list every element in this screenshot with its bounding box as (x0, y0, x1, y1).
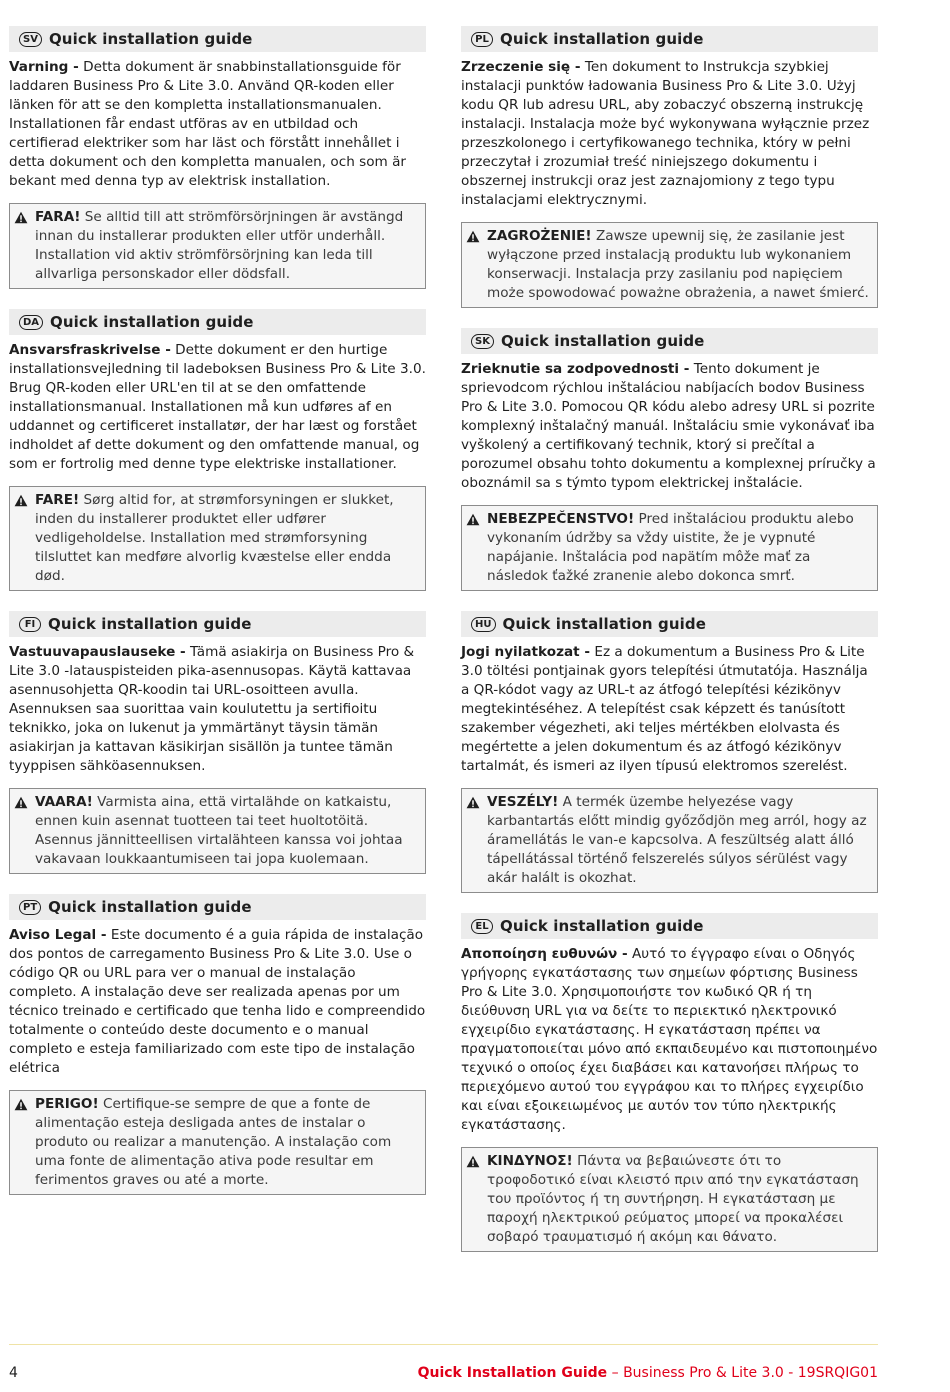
warning-text: A termék üzembe helyezése vagy karbantartás előtt mindig győződjön meg arról, hogy az áramellátás le van-e kapcsolva. A feszültség alatt álló tápellátással történő felszerelés súlyos sérülést vagy akár halált is okozhat. (487, 794, 867, 886)
section-header (461, 611, 878, 637)
section-title: Quick installation guide (502, 615, 706, 633)
warning-label: FARA! (35, 209, 81, 225)
section-header (9, 611, 426, 637)
disclaimer-text: Ten dokument to Instrukcja szybkiej instalacji punktów ładowania Business Pro & Lite 3.0. Użyj kodu QR lub adresu URL, aby zobaczyć obszerną instrukcję instalacji. Instalacja może być wykonywana wyłącznie przez przeszkolonego i certyfikowanego technika, który w pełni przeczytał i zrozumiał treść niniejszego dokumentu i obszernej instrukcji oraz jest zaznajomiony z tego typu instalacjami elektrycznymi. (461, 59, 870, 208)
section-title: Quick installation guide (500, 917, 704, 935)
warning-icon (14, 796, 28, 809)
language-badge: HU (471, 617, 496, 632)
language-badge: SK (471, 334, 494, 349)
footer-dash: – (607, 1365, 624, 1381)
warning-text: Sørg altid for, at strømforsyningen er slukket, inden du installerer produktet eller udfører vedligeholdelse. Installation med strømforsyning tilsluttet kan medføre alvorlig kvæstelse eller endda død. (35, 492, 394, 584)
section-pt (9, 894, 426, 1195)
section-header (461, 26, 878, 52)
section-header (9, 26, 426, 52)
disclaimer-text: Tämä asiakirja on Business Pro & Lite 3.0 -latauspisteiden pika-asennusopas. Käytä kattavaa asennusohjetta QR-koodin tai URL-osoitteen avulla. Asennuksen saa suorittaa vain koulutettu ja sertifioitu teknikko, joka on lukenut ja ymmärtänyt täysin tämän asiakirjan ja kattavan käsikirjan sisällön ja tuntee tämän tyyppisen sähköasennuksen. (9, 644, 415, 774)
section-header (461, 328, 878, 354)
section-title: Quick installation guide (48, 898, 252, 916)
footer-title (418, 1365, 878, 1381)
disclaimer-text: Este documento é a guia rápida de instalação dos pontos de carregamento Business Pro & Lite 3.0. Use o código QR ou URL para ver o manual de instalação completo. A instalação deve ser realizada apenas por um técnico treinado e certificado que tenha lido e compreendido totalmente o conteúdo deste documento e o manual completo e esteja familiarizado com este tipo de instalação elétrica (9, 927, 426, 1076)
disclaimer-text: Αυτό το έγγραφο είναι ο Οδηγός γρήγορης εγκατάστασης των σημείων φόρτισης Business Pro & Lite 3.0. Χρησιμοποιήστε τον κωδικό QR ή τη διεύθυνση URL για να δείτε το περιεκτικό ηλεκτρονικό εγχειρίδιο εγκατάστασης. Η εγκατάσταση πρέπει να πραγματοποιείται μόνο από εκπαιδευμένο και πιστοποιημένο τεχνικό ο οποίος έχει διαβάσει και κατανοήσει πλήρως το περιεχόμενο αυτού του εγγράφου και το πλήρες εγχειρίδιο και είναι εξοικειωμένος με αυτόν τον τύπο ηλεκτρικής εγκατάστασης. (461, 946, 878, 1133)
page-number: 4 (9, 1365, 18, 1381)
language-badge: FI (19, 617, 41, 632)
disclaimer-label: Aviso Legal - (9, 927, 107, 943)
disclaimer-text: Tento dokument je sprievodcom rýchlou inštaláciou nabíjacích bodov Business Pro & Lite 3.0. Pomocou QR kódu alebo adresy URL si pozrite komplexný inštalačný manuál. Inštaláciu smie vykonávať iba vyškolený a certifikovaný technik, ktorý si prečítal a porozumel obsahu tohto dokumentu a komplexnej príručky a oboznámil sa s týmto typom elektrickej inštalácie. (461, 361, 876, 491)
disclaimer-paragraph (9, 58, 426, 191)
warning-box (9, 788, 426, 874)
warning-label: ΚΙΝΔΥΝΟΣ! (487, 1153, 573, 1169)
section-title: Quick installation guide (50, 313, 254, 331)
warning-text: Se alltid till att strömförsörjningen är avstängd innan du installerar produkten eller utför underhåll. Installation vid aktiv strömförsörjning kan leda till allvarliga personskador eller dödsfall. (35, 209, 404, 282)
section-header (9, 309, 426, 335)
section-title: Quick installation guide (500, 332, 705, 350)
warning-text: Πάντα να βεβαιώνεστε ότι το τροφοδοτικό είναι κλειστό πριν από την εγκατάσταση του προϊόντος ή τη συντήρηση. Η εγκατάσταση με παροχή ηλεκτρικού ρεύματος μπορεί να προκαλέσει σοβαρό τραυματισμό ή ακόμη και θάνατο. (487, 1153, 859, 1245)
section-header (461, 913, 878, 939)
section-sk (461, 328, 878, 591)
footer-product: Business Pro & Lite 3.0 - 19SRQIG01 (623, 1365, 878, 1381)
warning-label: FARE! (35, 492, 80, 508)
section-fi (9, 611, 426, 874)
warning-text: Pred inštaláciou produktu alebo vykonaním údržby sa vždy uistite, že je vypnuté napájanie. Inštalácia pod napätím môže mať za následok ťažké zranenie alebo dokonca smrť. (487, 511, 854, 584)
warning-icon (466, 1155, 480, 1168)
disclaimer-label: Jogi nyilatkozat - (461, 644, 591, 660)
section-sv (9, 26, 426, 289)
warning-icon (14, 494, 28, 507)
disclaimer-label: Αποποίηση ευθυνών - (461, 946, 628, 962)
warning-box (9, 203, 426, 289)
warning-icon (14, 211, 28, 224)
warning-text: Certifique-se sempre de que a fonte de alimentação esteja desligada antes de instalar o produto ou realizar a manutenção. A instalação com uma fonte de alimentação ativa pode resultar em ferimentos graves ou até a morte. (35, 1096, 392, 1188)
disclaimer-paragraph (9, 926, 426, 1078)
warning-label: ZAGROŻENIE! (487, 228, 592, 244)
section-title: Quick installation guide (500, 30, 704, 48)
warning-label: NEBEZPEČENSTVO! (487, 511, 635, 527)
disclaimer-text: Ez a dokumentum a Business Pro & Lite 3.0 töltési pontjainak gyors telepítési útmutatója. Használja a QR-kódot vagy az URL-t az átfogó telepítési kézikönyv megtekintéséhez. A telepítést csak képzett és tanúsított szakember végezheti, aki teljes mértékben elolvasta és megértette a jelen dokumentum és az átfogó kézikönyv tartalmát, és ismeri az ilyen típusú elektromos szerelést. (461, 644, 868, 774)
warning-text: Varmista aina, että virtalähde on katkaistu, ennen kuin asennat tuotteen tai teet huoltotöitä. Asennus jännitteellisen virtalähteen kanssa voi johtaa vakavaan loukkaantumiseen tai jopa kuolemaan. (35, 794, 403, 867)
warning-label: VESZÉLY! (487, 794, 559, 810)
right-column (461, 26, 878, 1272)
warning-box (461, 788, 878, 893)
disclaimer-text: Dette dokument er den hurtige installationsvejledning til ladeboksen Business Pro & Lite 3.0. Brug QR-koden eller URL'en til at se den omfattende installationsmanual. Installationen må kun udføres af en uddannet og certificeret installatør, der har læst og forstået indholdet af dette dokument og den omfattende manual, og som er fortrolig med denne type elektriske installationer. (9, 342, 426, 472)
warning-box (461, 505, 878, 591)
warning-box (461, 1147, 878, 1252)
disclaimer-label: Varning - (9, 59, 79, 75)
warning-box (461, 222, 878, 308)
warning-label: PERIGO! (35, 1096, 99, 1112)
footer-guide-title: Quick Installation Guide (417, 1365, 608, 1381)
language-badge: SV (19, 32, 42, 47)
left-column (9, 26, 426, 1215)
disclaimer-label: Vastuuvapauslauseke - (9, 644, 186, 660)
disclaimer-text: Detta dokument är snabbinstallationsguide för laddaren Business Pro & Lite 3.0. Använd QR-koden eller länken för att se den kompletta installationsmanualen. Installationen får endast utföras av en utbildad och certifierad elektriker som har läst och förstått innehållet i detta dokument och den kompletta manualen, och som är bekant med denna typ av elektrisk installation. (9, 59, 407, 189)
warning-text: Zawsze upewnij się, że zasilanie jest wyłączone przed instalacją produktu lub wykonaniem konserwacji. Instalacja przy zasilaniu pod napięciem może spowodować poważne obrażenia, a nawet śmierć. (487, 228, 869, 301)
language-badge: PT (19, 900, 41, 915)
warning-icon (14, 1098, 28, 1111)
disclaimer-paragraph (461, 360, 878, 493)
warning-label: VAARA! (35, 794, 93, 810)
section-pl (461, 26, 878, 308)
language-badge: DA (19, 315, 43, 330)
disclaimer-paragraph (461, 58, 878, 210)
disclaimer-label: Ansvarsfraskrivelse - (9, 342, 171, 358)
section-el (461, 913, 878, 1252)
section-hu (461, 611, 878, 893)
disclaimer-paragraph (461, 945, 878, 1135)
section-da (9, 309, 426, 591)
warning-icon (466, 513, 480, 526)
language-badge: EL (471, 919, 493, 934)
disclaimer-paragraph (9, 341, 426, 474)
language-badge: PL (471, 32, 493, 47)
section-header (9, 894, 426, 920)
disclaimer-label: Zrieknutie sa zodpovednosti - (461, 361, 690, 377)
section-title: Quick installation guide (48, 615, 252, 633)
disclaimer-paragraph (461, 643, 878, 776)
section-title: Quick installation guide (48, 30, 253, 48)
warning-box (9, 1090, 426, 1195)
warning-icon (466, 230, 480, 243)
warning-box (9, 486, 426, 591)
disclaimer-paragraph (9, 643, 426, 776)
disclaimer-label: Zrzeczenie się - (461, 59, 581, 75)
warning-icon (466, 796, 480, 809)
footer-divider (9, 1344, 878, 1345)
